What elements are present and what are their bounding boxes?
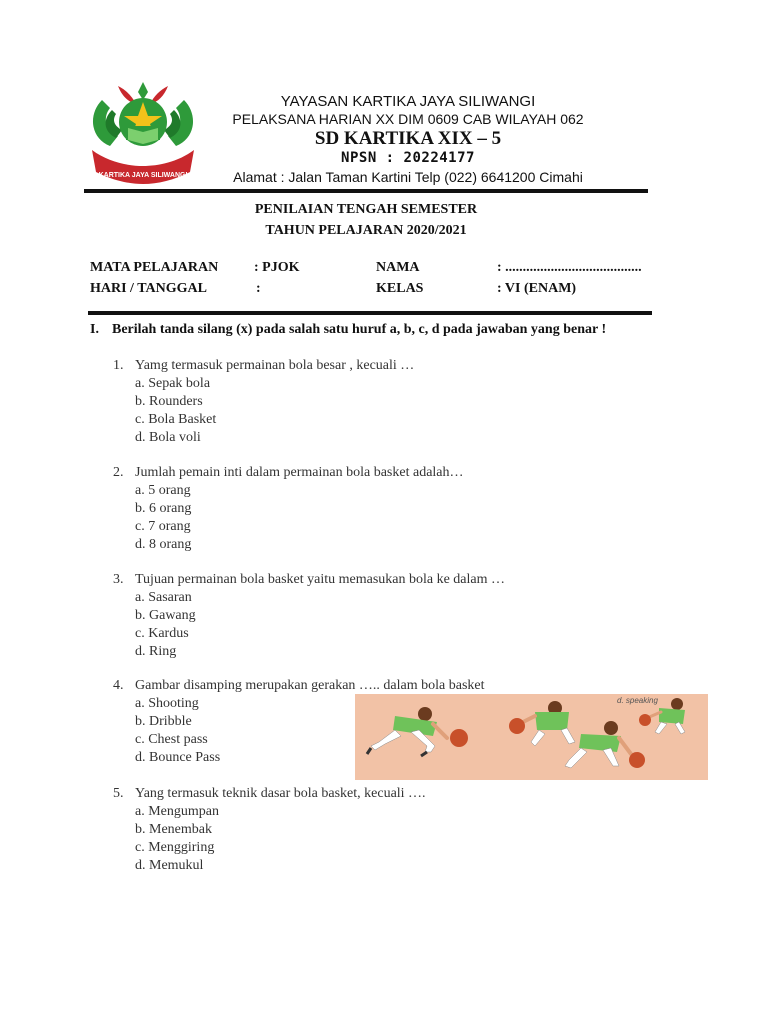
option-d[interactable]: d. Bounce Pass — [135, 750, 221, 765]
question-text: Gambar disamping merupakan gerakan ….. dalam bola basket — [135, 678, 485, 693]
dribble-illustration — [355, 694, 708, 780]
npsn-number: NPSN : 20224177 — [341, 150, 475, 166]
option-b[interactable]: b. Menembak — [135, 822, 212, 837]
option-d[interactable]: d. Ring — [135, 644, 177, 659]
option-c[interactable]: c. 7 orang — [135, 519, 191, 534]
question-text: Tujuan permainan bola basket yaitu memasukan bola ke dalam … — [135, 572, 506, 587]
option-d[interactable]: d. Memukul — [135, 858, 204, 873]
option-b[interactable]: b. Gawang — [135, 608, 196, 623]
subject-label: MATA PELAJARAN — [90, 260, 219, 275]
instruction-text: Berilah tanda silang (x) pada salah satu huruf a, b, c, d pada jawaban yang benar ! — [112, 322, 607, 337]
option-b[interactable]: b. Rounders — [135, 394, 203, 409]
section-number: I. — [90, 322, 99, 337]
option-c[interactable]: c. Chest pass — [135, 732, 208, 747]
question-3 — [113, 571, 505, 661]
option-c[interactable]: c. Bola Basket — [135, 412, 217, 427]
option-a[interactable]: a. Mengumpan — [135, 804, 219, 819]
student-name-field: : ....................................... — [497, 260, 642, 275]
option-c[interactable]: c. Kardus — [135, 626, 189, 641]
question-5 — [113, 785, 426, 875]
option-a[interactable]: a. 5 orang — [135, 483, 191, 498]
class-value: : VI (ENAM) — [497, 281, 577, 296]
school-address: Alamat : Jalan Taman Kartini Telp (022) 6641200 Cimahi — [233, 169, 583, 185]
option-b[interactable]: b. 6 orang — [135, 501, 192, 516]
info-divider — [88, 311, 652, 315]
option-a[interactable]: a. Sepak bola — [135, 376, 211, 391]
question-number: 3. — [113, 572, 124, 587]
question-1 — [113, 357, 414, 447]
question-number: 2. — [113, 465, 124, 480]
player-figure — [367, 707, 468, 756]
question-number: 1. — [113, 358, 124, 373]
school-logo — [88, 80, 198, 188]
question-number: 5. — [113, 786, 124, 801]
school-name: SD KARTIKA XIX – 5 — [314, 128, 502, 149]
option-c[interactable]: c. Menggiring — [135, 840, 215, 855]
executor-line: PELAKSANA HARIAN XX DIM 0609 CAB WILAYAH 062 — [232, 111, 584, 127]
student-name-label: NAMA — [376, 260, 420, 275]
logo-banner-text: KARTIKA JAYA SILIWANGI — [98, 172, 188, 179]
question-2 — [113, 464, 464, 554]
section-instruction — [90, 322, 606, 338]
player-figure — [565, 721, 645, 768]
player-figure — [509, 701, 575, 746]
header-divider — [84, 189, 648, 193]
question-text: Jumlah pemain inti dalam permainan bola basket adalah… — [135, 465, 464, 480]
option-d[interactable]: d. 8 orang — [135, 537, 192, 552]
exam-year: TAHUN PELAJARAN 2020/2021 — [265, 223, 467, 238]
illustration-caption: d. speaking — [617, 696, 658, 705]
date-label: HARI / TANGGAL — [90, 281, 207, 296]
exam-title: PENILAIAN TENGAH SEMESTER — [254, 202, 478, 217]
class-label: KELAS — [376, 281, 424, 296]
option-d[interactable]: d. Bola voli — [135, 430, 201, 445]
option-a[interactable]: a. Sasaran — [135, 590, 192, 605]
question-text: Yamg termasuk permainan bola besar , kecuali … — [135, 358, 415, 373]
option-a[interactable]: a. Shooting — [135, 696, 199, 711]
subject-value: : PJOK — [254, 260, 300, 275]
date-value: : — [256, 281, 261, 296]
option-b[interactable]: b. Dribble — [135, 714, 192, 729]
question-number: 4. — [113, 678, 124, 693]
foundation-name: YAYASAN KARTIKA JAYA SILIWANGI — [280, 93, 536, 110]
question-text: Yang termasuk teknik dasar bola basket, kecuali …. — [135, 786, 426, 801]
